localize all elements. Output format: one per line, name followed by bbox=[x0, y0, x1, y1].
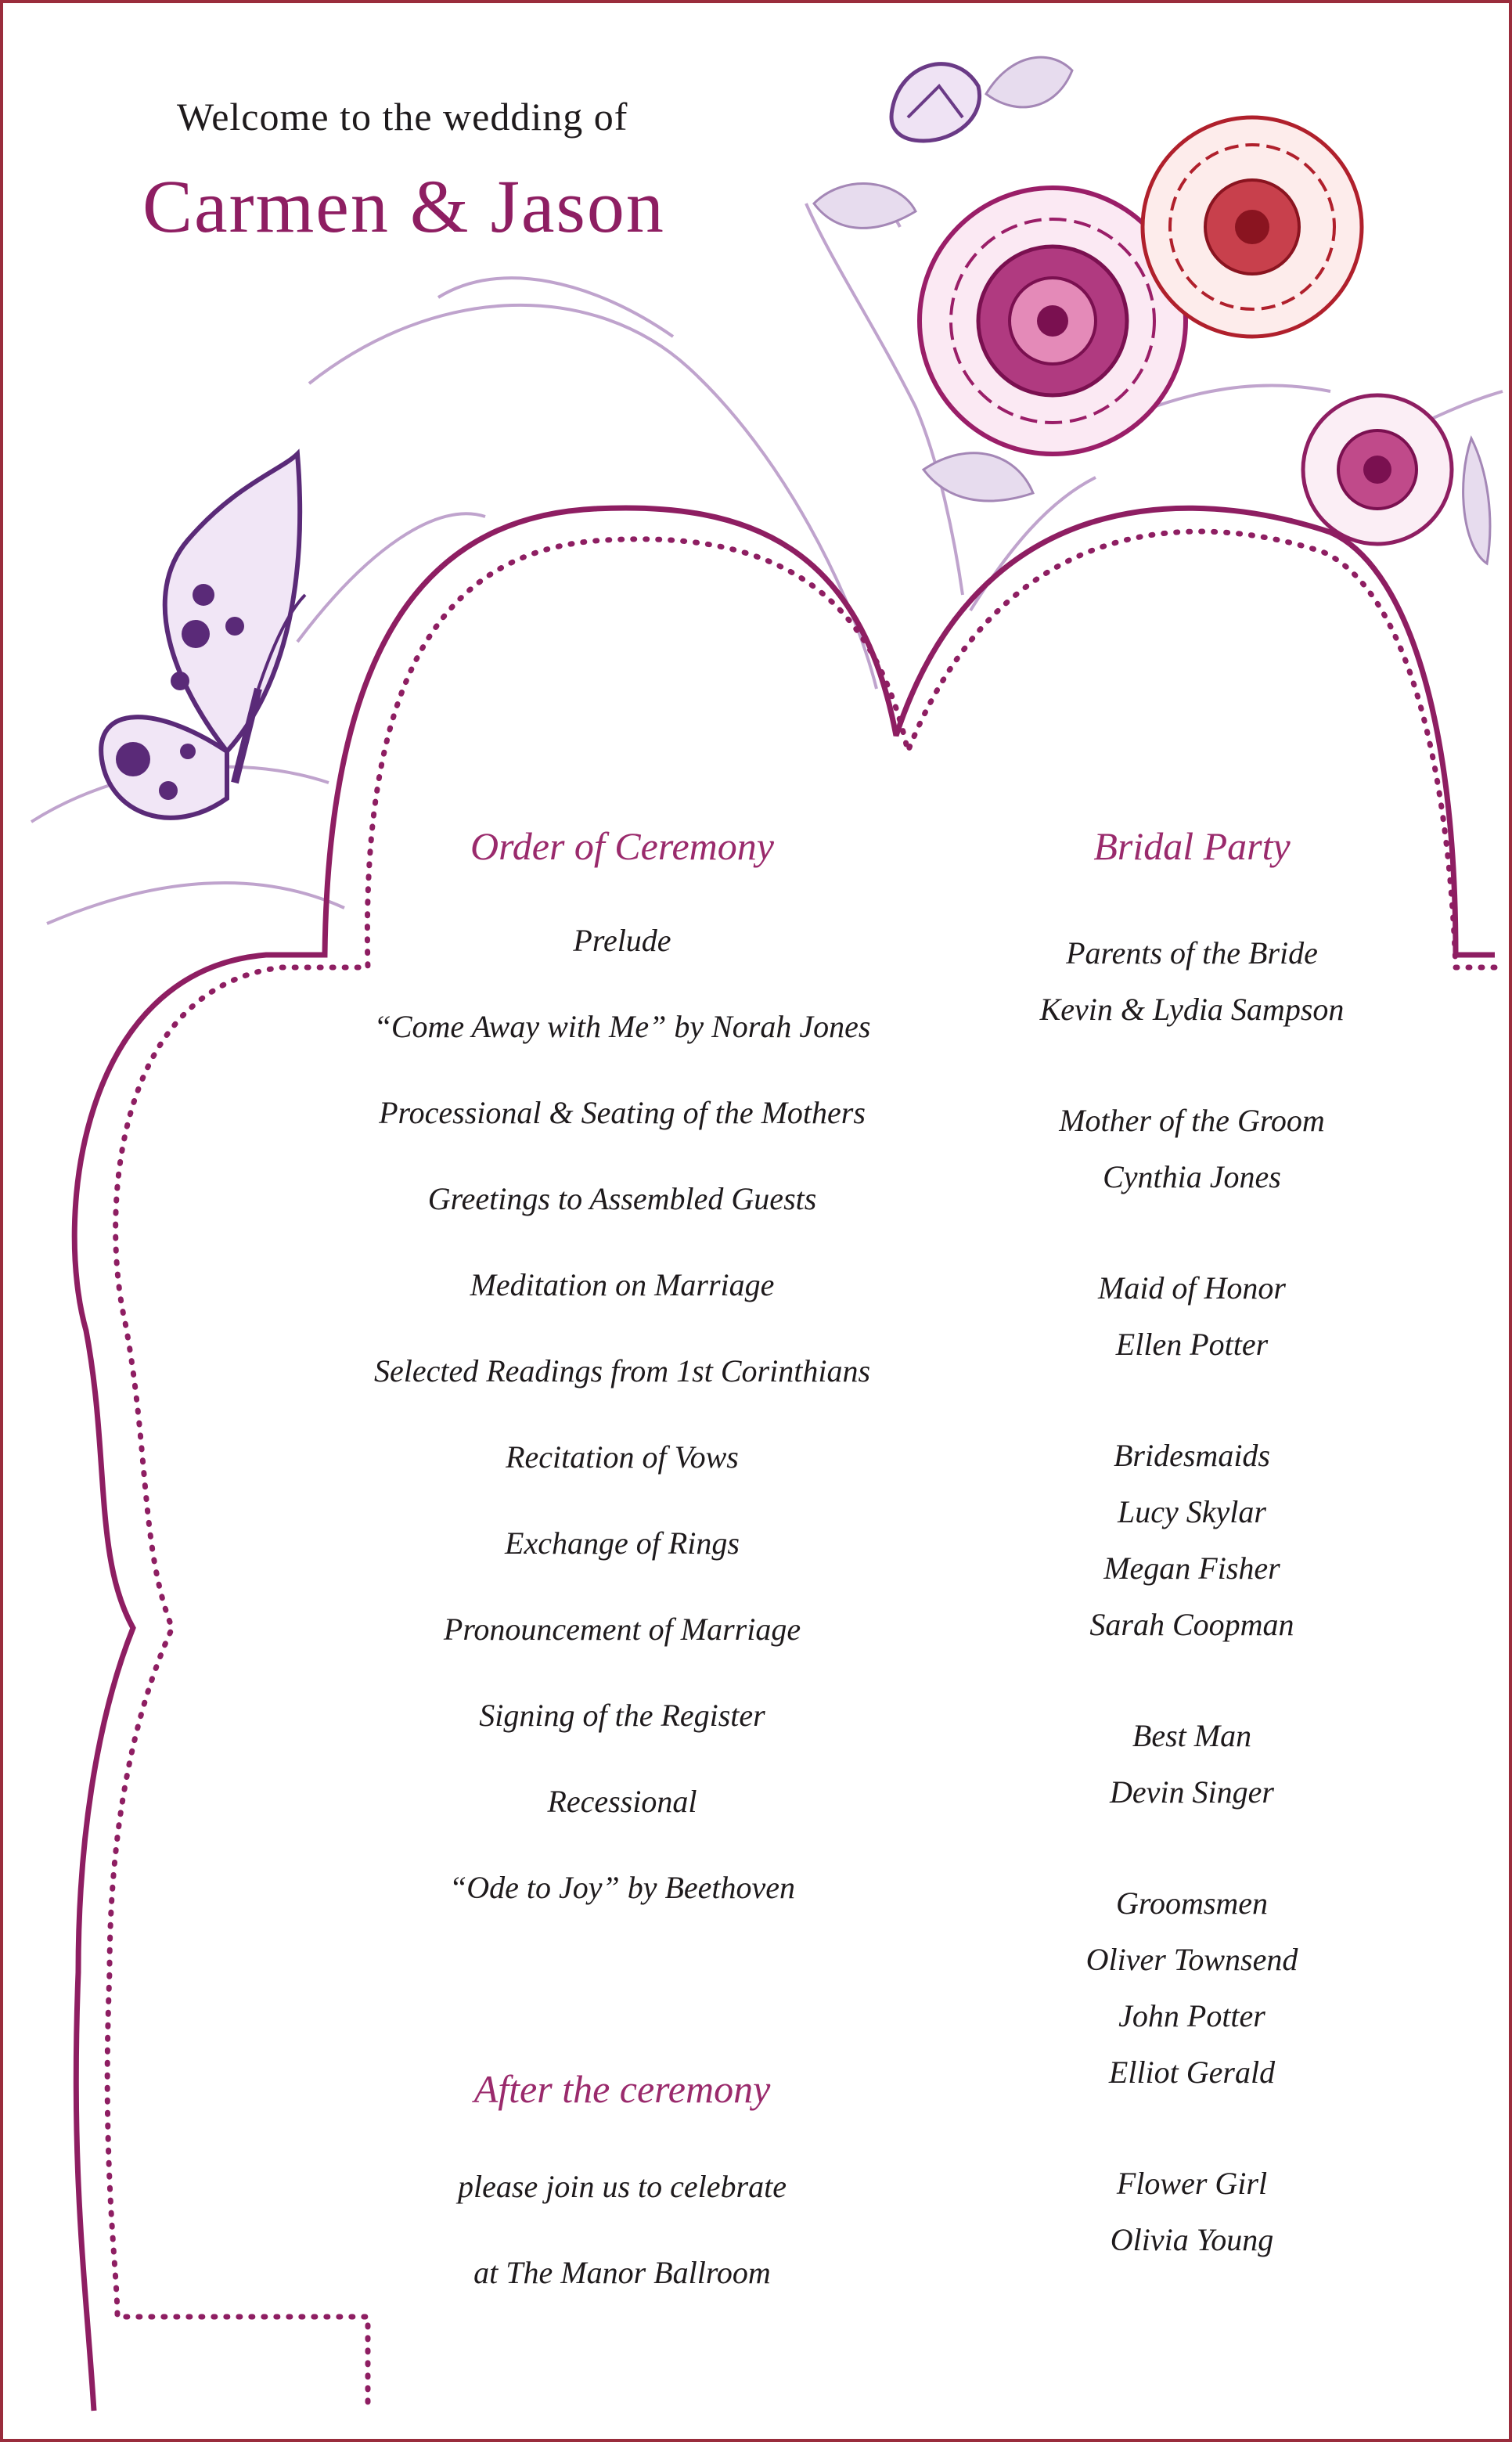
party-group bbox=[918, 2166, 1466, 2279]
ceremony-item: “Ode to Joy” by Beethoven bbox=[448, 1870, 796, 1905]
party-member-name: Ellen Potter bbox=[1115, 1327, 1269, 1362]
ceremony-item: Prelude bbox=[573, 923, 671, 958]
party-member-name: Cynthia Jones bbox=[1103, 1159, 1281, 1194]
party-member-name: Sarah Coopman bbox=[1089, 1607, 1294, 1642]
couple-names: Carmen & Jason bbox=[142, 164, 665, 248]
party-role: Maid of Honor bbox=[1098, 1270, 1286, 1306]
after-ceremony-line: at The Manor Ballroom bbox=[473, 2255, 771, 2290]
ceremony-list bbox=[348, 924, 896, 1957]
party-member-name: Kevin & Lydia Sampson bbox=[1039, 992, 1345, 1027]
red-flower-illustration bbox=[1143, 117, 1362, 337]
ceremony-item: Meditation on Marriage bbox=[470, 1267, 775, 1302]
ceremony-heading: Order of Ceremony bbox=[470, 824, 774, 868]
bridal-party-list bbox=[918, 936, 1466, 2334]
party-group bbox=[918, 1271, 1466, 1384]
after-heading: After the ceremony bbox=[473, 2067, 771, 2111]
ceremony-item: Processional & Seating of the Mothers bbox=[379, 1095, 866, 1130]
small-flower-illustration bbox=[1303, 395, 1452, 544]
bridal-party-heading: Bridal Party bbox=[1093, 824, 1291, 868]
party-group bbox=[918, 1886, 1466, 2112]
ceremony-item: Recitation of Vows bbox=[506, 1439, 739, 1475]
ceremony-item: Pronouncement of Marriage bbox=[443, 1612, 801, 1647]
party-role: Groomsmen bbox=[1115, 1886, 1269, 1921]
party-member-name: John Potter bbox=[1118, 1998, 1265, 2033]
party-group bbox=[918, 1719, 1466, 1832]
party-group bbox=[918, 1439, 1466, 1664]
party-role: Best Man bbox=[1132, 1718, 1252, 1753]
butterfly-illustration bbox=[101, 454, 305, 818]
party-role: Bridesmaids bbox=[1114, 1438, 1270, 1473]
ceremony-item: Greetings to Assembled Guests bbox=[427, 1181, 817, 1216]
party-member-name: Elliot Gerald bbox=[1108, 2055, 1276, 2090]
party-role: Parents of the Bride bbox=[1066, 935, 1318, 971]
party-role: Mother of the Groom bbox=[1059, 1103, 1325, 1138]
after-ceremony-text bbox=[348, 2170, 896, 2342]
ceremony-item: Selected Readings from 1st Corinthians bbox=[373, 1353, 871, 1388]
party-member-name: Devin Singer bbox=[1110, 1774, 1274, 1810]
bud-illustration bbox=[891, 64, 980, 141]
party-member-name: Lucy Skylar bbox=[1118, 1494, 1266, 1529]
ceremony-item: Exchange of Rings bbox=[505, 1525, 740, 1561]
party-member-name: Megan Fisher bbox=[1103, 1551, 1280, 1586]
party-role: Flower Girl bbox=[1116, 2166, 1268, 2201]
party-group bbox=[918, 936, 1466, 1049]
ceremony-item: Recessional bbox=[547, 1784, 697, 1819]
after-ceremony-line: please join us to celebrate bbox=[458, 2169, 787, 2204]
ceremony-item: “Come Away with Me” by Norah Jones bbox=[373, 1009, 871, 1044]
welcome-text: Welcome to the wedding of bbox=[177, 95, 628, 139]
ceremony-item: Signing of the Register bbox=[479, 1698, 765, 1733]
party-group bbox=[918, 1104, 1466, 1216]
party-member-name: Olivia Young bbox=[1110, 2222, 1274, 2257]
party-member-name: Oliver Townsend bbox=[1085, 1942, 1298, 1977]
